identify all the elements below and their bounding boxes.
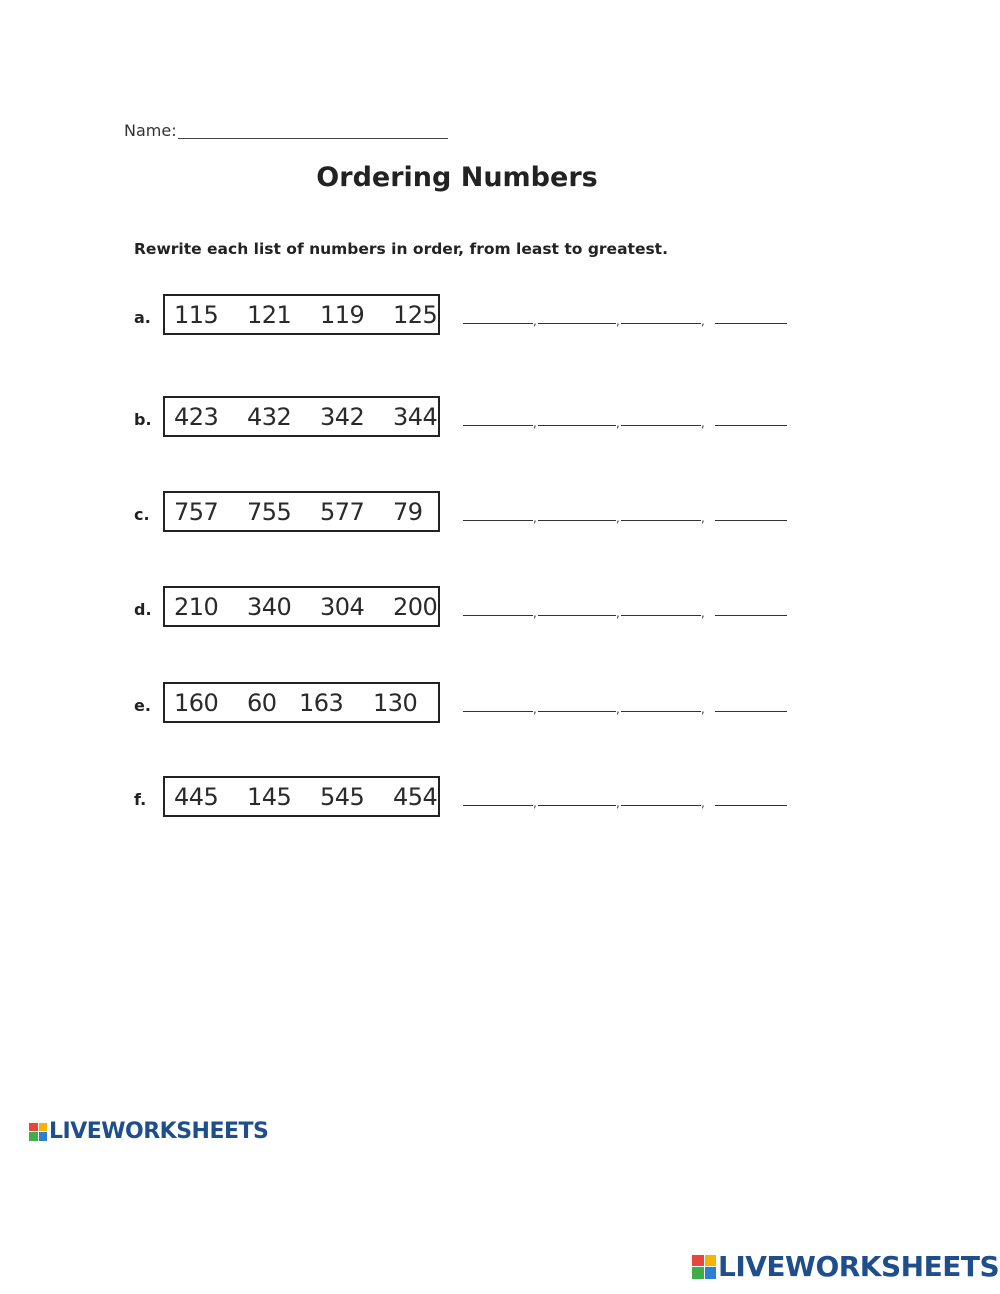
separator-comma: , [616, 314, 620, 328]
answer-blank[interactable] [715, 520, 787, 521]
answer-blank[interactable] [715, 323, 787, 324]
separator-comma: , [533, 416, 537, 430]
number: 160 [174, 689, 219, 717]
number: 125 [393, 301, 438, 329]
separator-comma: , [533, 314, 537, 328]
answer-blank[interactable] [621, 615, 701, 616]
number: 445 [174, 783, 219, 811]
answer-blank[interactable] [621, 425, 701, 426]
separator-comma: , [701, 511, 705, 525]
row-letter: b. [134, 410, 152, 429]
answer-blank[interactable] [538, 425, 616, 426]
number-box [163, 586, 440, 627]
number: 755 [247, 498, 292, 526]
answer-blank[interactable] [621, 711, 701, 712]
separator-comma: , [701, 796, 705, 810]
number: 115 [174, 301, 219, 329]
answer-blank[interactable] [715, 425, 787, 426]
exercise-row-a [0, 294, 1000, 338]
logo-text: LIVEWORKSHEETS [718, 1250, 1000, 1283]
separator-comma: , [533, 511, 537, 525]
exercise-row-d [0, 586, 1000, 630]
number: 200 [393, 593, 438, 621]
exercise-row-c [0, 491, 1000, 535]
answer-blank[interactable] [463, 425, 533, 426]
number: 545 [320, 783, 365, 811]
separator-comma: , [616, 606, 620, 620]
separator-comma: , [533, 702, 537, 716]
answer-blank[interactable] [538, 520, 616, 521]
answer-blank[interactable] [463, 711, 533, 712]
row-letter: f. [134, 790, 147, 809]
liveworksheets-logo-small [29, 1119, 268, 1144]
number: 145 [247, 783, 292, 811]
separator-comma: , [616, 511, 620, 525]
answer-blank[interactable] [621, 323, 701, 324]
liveworksheets-logo-large [692, 1250, 999, 1283]
exercise-row-f [0, 776, 1000, 820]
number: 577 [320, 498, 365, 526]
row-letter: d. [134, 600, 152, 619]
row-letter: e. [134, 696, 151, 715]
number: 340 [247, 593, 292, 621]
separator-comma: , [701, 606, 705, 620]
number: 757 [174, 498, 219, 526]
liveworksheets-blocks-icon [692, 1255, 716, 1279]
number: 342 [320, 403, 365, 431]
answer-blank[interactable] [538, 323, 616, 324]
answer-blank[interactable] [715, 711, 787, 712]
number-box [163, 491, 440, 532]
number-box [163, 776, 440, 817]
answer-blank[interactable] [715, 805, 787, 806]
answer-blank[interactable] [621, 520, 701, 521]
exercise-row-b [0, 396, 1000, 440]
answer-blank[interactable] [538, 711, 616, 712]
separator-comma: , [701, 416, 705, 430]
logo-text: LIVEWORKSHEETS [49, 1119, 269, 1144]
separator-comma: , [701, 314, 705, 328]
name-input-line[interactable] [178, 138, 448, 139]
number: 60 [247, 689, 277, 717]
number: 163 [299, 689, 344, 717]
separator-comma: , [533, 796, 537, 810]
answer-blank[interactable] [538, 805, 616, 806]
answer-blank[interactable] [715, 615, 787, 616]
answer-blank[interactable] [463, 520, 533, 521]
liveworksheets-blocks-icon [29, 1123, 47, 1141]
number: 454 [393, 783, 438, 811]
exercise-row-e [0, 682, 1000, 726]
row-letter: c. [134, 505, 150, 524]
number: 423 [174, 403, 219, 431]
answer-blank[interactable] [463, 323, 533, 324]
separator-comma: , [616, 796, 620, 810]
separator-comma: , [533, 606, 537, 620]
answer-blank[interactable] [463, 805, 533, 806]
number: 210 [174, 593, 219, 621]
name-label: Name: [124, 121, 177, 140]
page-title: Ordering Numbers [316, 162, 598, 193]
number: 119 [320, 301, 365, 329]
separator-comma: , [616, 702, 620, 716]
answer-blank[interactable] [538, 615, 616, 616]
number: 344 [393, 403, 438, 431]
number: 432 [247, 403, 292, 431]
separator-comma: , [701, 702, 705, 716]
number-box [163, 396, 440, 437]
number-box [163, 294, 440, 335]
separator-comma: , [616, 416, 620, 430]
number-box [163, 682, 440, 723]
number: 121 [247, 301, 292, 329]
number: 304 [320, 593, 365, 621]
number: 130 [373, 689, 418, 717]
instructions-text: Rewrite each list of numbers in order, from least to greatest. [134, 240, 668, 258]
row-letter: a. [134, 308, 151, 327]
answer-blank[interactable] [463, 615, 533, 616]
number: 79 [393, 498, 423, 526]
answer-blank[interactable] [621, 805, 701, 806]
